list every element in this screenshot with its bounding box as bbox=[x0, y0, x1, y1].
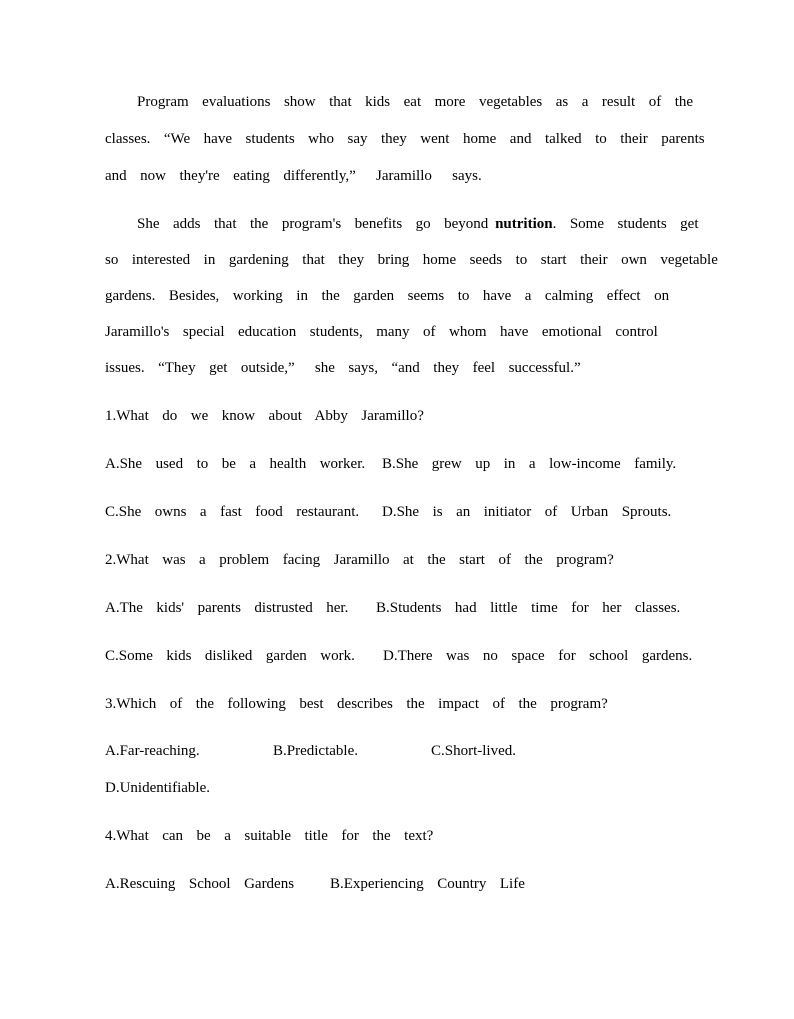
passage-p1-line2: classes. “We have students who say they went home and talked to their parents bbox=[105, 131, 705, 147]
passage-p2-bold-word: nutrition bbox=[495, 216, 553, 232]
passage-p2-line1-after: . Some students get bbox=[552, 216, 699, 232]
passage-p2-line2: so interested in gardening that they bring home seeds to start their own vegetable bbox=[105, 252, 718, 268]
question-2-option-c: C.Some kids disliked garden work. bbox=[105, 648, 355, 664]
question-4-option-b: B.Experiencing Country Life bbox=[330, 876, 525, 892]
passage-p2-line3: gardens. Besides, working in the garden seems to have a calming effect on bbox=[105, 288, 670, 304]
question-1-option-a: A.She used to be a health worker. bbox=[105, 456, 366, 472]
question-2-option-d: D.There was no space for school gardens. bbox=[383, 648, 693, 664]
question-4-stem: 4.What can be a suitable title for the text? bbox=[105, 828, 434, 844]
question-3-option-c: C.Short-lived. bbox=[431, 743, 516, 759]
question-2-option-a: A.The kids' parents distrusted her. bbox=[105, 600, 349, 616]
question-3-option-a: A.Far-reaching. bbox=[105, 743, 200, 759]
passage-p2-line1 bbox=[137, 214, 699, 234]
question-1-option-b: B.She grew up in a low-income family. bbox=[382, 456, 677, 472]
passage-p2-line1-before: She adds that the program's benefits go beyond bbox=[137, 216, 496, 232]
question-4-option-a: A.Rescuing School Gardens bbox=[105, 876, 295, 892]
passage-p2-line4: Jaramillo's special education students, many of whom have emotional control bbox=[105, 324, 658, 340]
question-1-option-d: D.She is an initiator of Urban Sprouts. bbox=[382, 504, 672, 520]
question-1-stem: 1.What do we know about Abby Jaramillo? bbox=[105, 408, 424, 424]
passage-p1-line1: Program evaluations show that kids eat more vegetables as a result of the bbox=[137, 94, 694, 110]
question-3-stem: 3.Which of the following best describes the impact of the program? bbox=[105, 696, 608, 712]
passage-p2-line5: issues. “They get outside,” she says, “and they feel successful.” bbox=[105, 360, 581, 376]
question-3-option-d: D.Unidentifiable. bbox=[105, 780, 210, 796]
question-3-option-b: B.Predictable. bbox=[273, 743, 358, 759]
question-1-option-c: C.She owns a fast food restaurant. bbox=[105, 504, 360, 520]
question-2-option-b: B.Students had little time for her classes. bbox=[376, 600, 681, 616]
passage-p1-line3: and now they're eating differently,” Jaramillo says. bbox=[105, 168, 482, 184]
question-2-stem: 2.What was a problem facing Jaramillo at the start of the program? bbox=[105, 552, 614, 568]
